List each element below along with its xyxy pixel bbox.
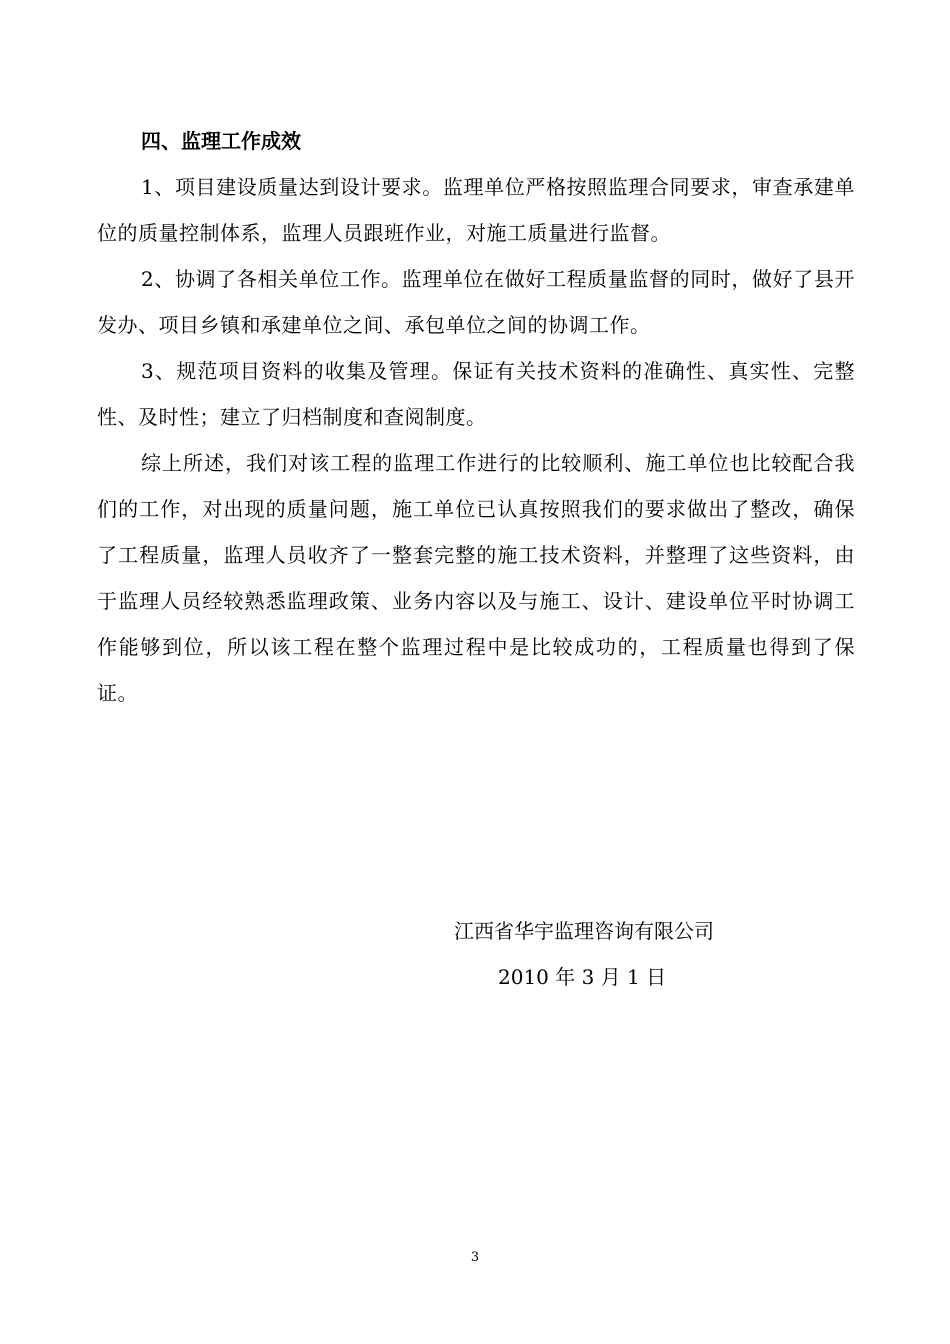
paragraph-coordination: 2、协调了各相关单位工作。监理单位在做好工程质量监督的同时，做好了县开发办、项目乡镇和承建单位之间、承包单位之间的协调工作。: [97, 267, 855, 337]
paragraph-quality: 1、项目建设质量达到设计要求。监理单位严格按照监理合同要求，审查承建单位的质量控制体系，监理人员跟班作业，对施工质量进行监督。: [97, 175, 855, 245]
signature-company: 江西省华宇监理咨询有限公司: [454, 919, 714, 943]
paragraph-summary: 综上所述，我们对该工程的监理工作进行的比较顺利、施工单位也比较配合我们的工作，对出现的质量问题，施工单位已认真按照我们的要求做出了整改，确保了工程质量，监理人员收齐了一整套完整的施工技术资料，并整理了这些资料，由于监理人员经较熟悉监理政策、业务内容以及与施工、设计、建设单位平时协调工作能够到位，所以该工程在整个监理过程中是比较成功的，工程质量也得到了保证。: [97, 451, 855, 705]
signature-date: 2010 年 3 月 1 日: [498, 965, 667, 989]
signature-block: [454, 908, 714, 1000]
page-number: 3: [470, 1250, 480, 1265]
paragraph-documentation: 3、规范项目资料的收集及管理。保证有关技术资料的准确性、真实性、完整性、及时性；建立了归档制度和查阅制度。: [97, 359, 855, 429]
section-heading: 四、监理工作成效: [141, 129, 301, 153]
document-body: [97, 118, 855, 716]
